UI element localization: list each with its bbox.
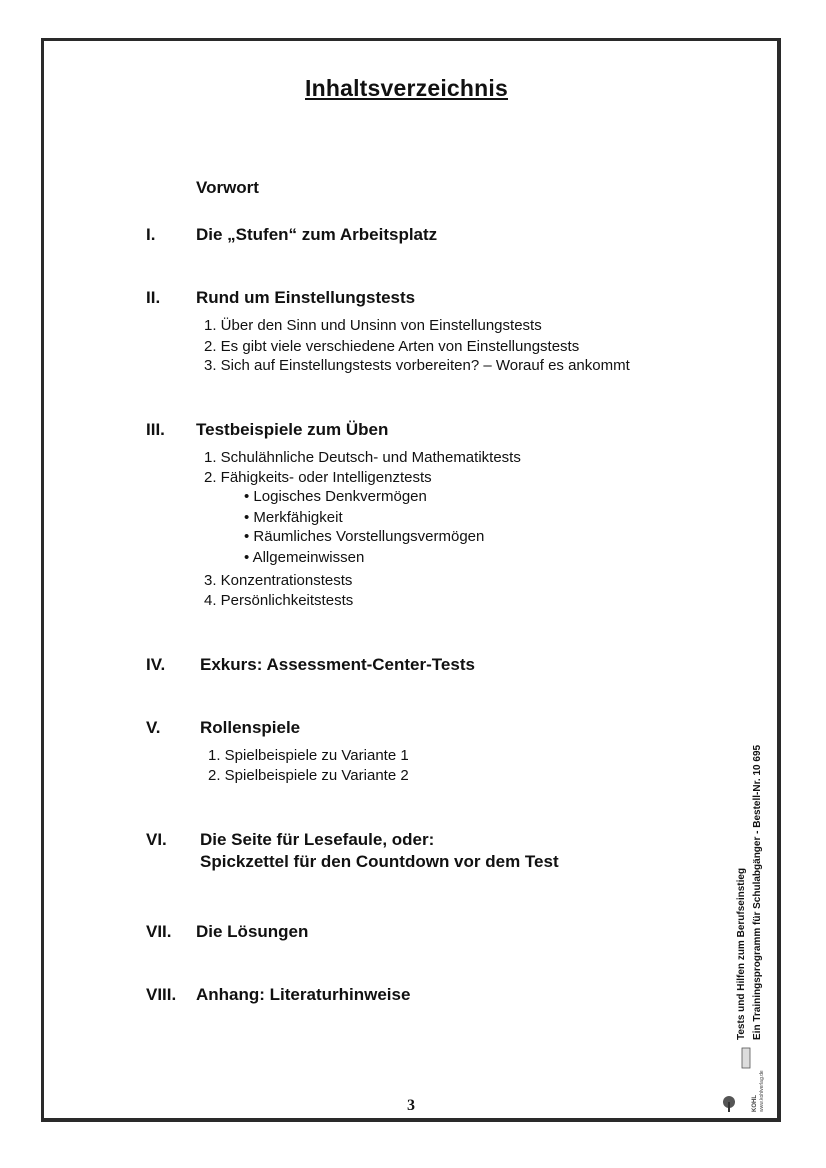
page-frame [41,38,781,1122]
section-title-1: Die „Stufen“ zum Arbeitsplatz [196,225,438,244]
section-number-4: IV. [146,655,166,674]
toc-subitem: • Räumliches Vorstellungsvermögen [244,528,485,545]
toc-item: 2. Fähigkeits- oder Intelligenztests [204,469,432,486]
toc-item: 3. Sich auf Einstellungstests vorbereiten? – Worauf es ankommt [204,357,630,374]
section-title-4: Exkurs: Assessment-Center-Tests [200,655,475,674]
preface-heading: Vorwort [196,178,259,197]
section-number-1: I. [146,225,156,244]
toc-subitem: • Allgemeinwissen [244,549,365,566]
publisher-text [752,1070,766,1112]
section-number-6: VI. [146,830,167,849]
sidebar-line-1: Tests und Hilfen zum Berufseinstieg [736,867,747,1040]
toc-item: 1. Spielbeispiele zu Variante 1 [208,747,409,764]
section-title-3: Testbeispiele zum Üben [196,420,389,439]
section-title-6-line2: Spickzettel für den Countdown vor dem Test [200,852,559,871]
page-number: 3 [407,1097,415,1114]
toc-item: 3. Konzentrationstests [204,572,353,589]
section-number-3: III. [146,420,165,439]
publisher-name: KOHL [752,1095,758,1112]
section-number-5: V. [146,718,161,737]
section-title-2: Rund um Einstellungstests [196,288,416,307]
section-title-5: Rollenspiele [200,718,301,737]
toc-item: 1. Schulähnliche Deutsch- und Mathematiktests [204,449,521,466]
tree-logo-icon [720,1044,754,1114]
section-number-2: II. [146,288,161,307]
sidebar-line-2: Ein Trainingsprogramm für Schulabgänger - Bestell-Nr. 10 695 [752,744,763,1040]
toc-subitem: • Logisches Denkvermögen [244,488,427,505]
toc-item: 1. Über den Sinn und Unsinn von Einstellungstests [204,317,542,334]
section-number-8: VIII. [146,985,177,1004]
publisher-logo [720,1044,754,1119]
section-title-7: Die Lösungen [196,922,309,941]
section-title-6: Die Seite für Lesefaule, oder: [200,830,435,849]
toc-item: 2. Es gibt viele verschiedene Arten von Einstellungstests [204,338,580,355]
sidebar-publication-info [734,745,766,1040]
toc-item: 2. Spielbeispiele zu Variante 2 [208,767,409,784]
page-title: Inhaltsverzeichnis [305,75,509,101]
toc-subitem: • Merkfähigkeit [244,509,343,526]
section-number-7: VII. [146,922,172,941]
toc-item: 4. Persönlichkeitstests [204,592,354,609]
publisher-url: www.kohlverlag.de [759,1070,765,1112]
section-title-8: Anhang: Literaturhinweise [196,985,411,1004]
